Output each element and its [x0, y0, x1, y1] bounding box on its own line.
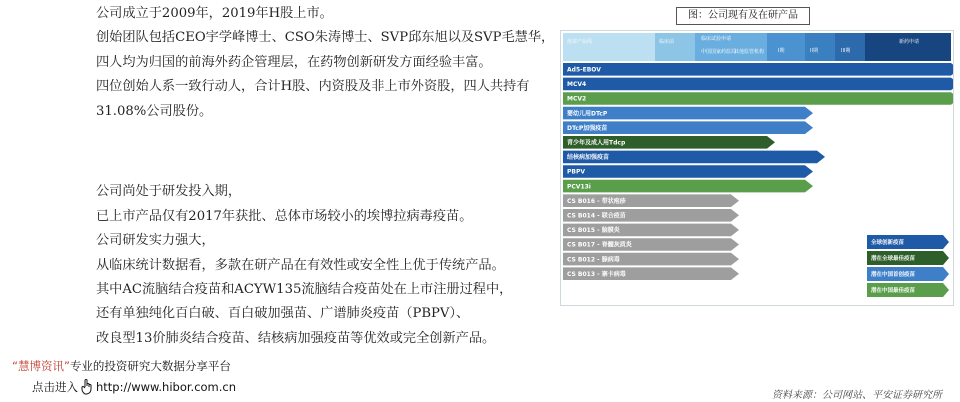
brand-name: 慧博资讯	[17, 359, 64, 373]
text-line: 其中AC流脑结合疫苗和ACYW135流脑结合疫苗处在上市注册过程中，	[96, 282, 513, 298]
footer	[12, 358, 236, 395]
product-label: PBPV	[567, 168, 586, 176]
text-line: 从临床统计数据看，多款在研产品在有效性或安全性上优于传统产品。	[96, 257, 505, 273]
product-label: CS B015 - 脑膜炎	[567, 227, 620, 235]
product-label: MCV2	[567, 95, 587, 103]
product-bar	[563, 180, 813, 193]
product-label: DTcP加强疫苗	[567, 124, 608, 132]
figure-title: 图：公司现有及在研产品	[676, 7, 810, 25]
phase-sub-label: 其他监管机构	[734, 49, 765, 55]
product-bar	[563, 78, 954, 91]
text-line: 公司尚处于研发投入期，	[96, 184, 242, 200]
phase-label: 新药申请	[899, 39, 920, 45]
legend-label: 潜在中国最佳疫苗	[871, 288, 916, 294]
text-line: 已上市产品仅有2017年获批、总体市场较小的埃博拉病毒疫苗。	[96, 208, 473, 224]
site-url[interactable]: http://www.hibor.com.cn	[96, 380, 237, 394]
text-line	[96, 140, 556, 164]
product-label: CS B016 - 带状疱疹	[567, 197, 626, 205]
phase-label: II期	[810, 48, 818, 54]
quote-close: ”	[63, 359, 70, 373]
legend-label: 潜在全球最佳疫苗	[871, 256, 916, 262]
product-label: CS B013 - 寨卡病毒	[567, 270, 626, 278]
phase-header	[767, 33, 811, 61]
quote-open: “	[12, 359, 18, 373]
text-line: 公司研发实力强大，	[96, 233, 215, 249]
product-label: CS B014 - 联合疫苗	[567, 212, 626, 220]
product-label: CS B012 - 腺病毒	[567, 256, 620, 264]
text-line: 还有单独纯化百白破、百白破加强苗、广谱肺炎疫苗（PBPV）、	[96, 306, 470, 322]
text-line: 四人均为归国的前海外药企管理层，在药物创新研发方面经验丰富。	[96, 54, 492, 70]
click-text: 点击进入	[32, 380, 78, 394]
body-text	[96, 2, 556, 351]
text-line: 改良型13价肺炎结合疫苗、结核病加强疫苗等优效或完全创新产品。	[96, 330, 496, 346]
footer-link-row[interactable]	[12, 379, 236, 395]
product-bar	[563, 165, 813, 178]
product-label: 结核病加强疫苗	[567, 154, 610, 162]
product-label: PCV13i	[567, 183, 591, 191]
phase-label: 临床试验申请	[701, 36, 732, 42]
footer-tagline-row	[12, 358, 236, 374]
product-label: 青少年及成人用Tdcp	[567, 139, 626, 147]
tagline: 专业的投资研究大数据分享平台	[69, 359, 231, 373]
phase-sub-label: 中国国家药监局	[701, 49, 737, 55]
phase-label: 临床前	[659, 39, 675, 45]
text-line: 31.08%公司股份。	[96, 103, 213, 119]
product-bar	[563, 63, 954, 76]
phase-label: I期	[778, 48, 785, 54]
phase-header	[865, 33, 951, 61]
text-line: 四位创始人系一致行动人，合计H股、内资股及非上市外资股，四人共持有	[96, 79, 530, 95]
product-label: CS B017 - 脊髓灰质炎	[567, 241, 632, 249]
product-label: Ad5-EBOV	[567, 66, 601, 74]
legend-label: 全球创新疫苗	[871, 240, 905, 246]
product-label: 婴幼儿用DTcP	[567, 110, 608, 118]
product-label: MCV4	[567, 81, 587, 89]
text-line: 创始团队包括CEO宇学峰博士、CSO朱涛博士、SVP邱东旭以及SVP毛慧华，	[96, 30, 555, 46]
text-line: 公司成立于2009年，2019年H股上市。	[96, 6, 333, 21]
source-note: 资料来源：公司网站、平安证券研究所	[772, 390, 942, 401]
phase-label: 疫苗产品线	[567, 39, 593, 45]
phase-header	[563, 33, 661, 61]
legend-label: 潜在中国首创疫苗	[871, 272, 916, 278]
product-bar	[563, 92, 954, 105]
pipeline-chart	[560, 30, 954, 306]
phase-header	[655, 33, 701, 61]
phase-label: III期	[841, 48, 851, 54]
hand-pointer-icon	[80, 379, 94, 395]
